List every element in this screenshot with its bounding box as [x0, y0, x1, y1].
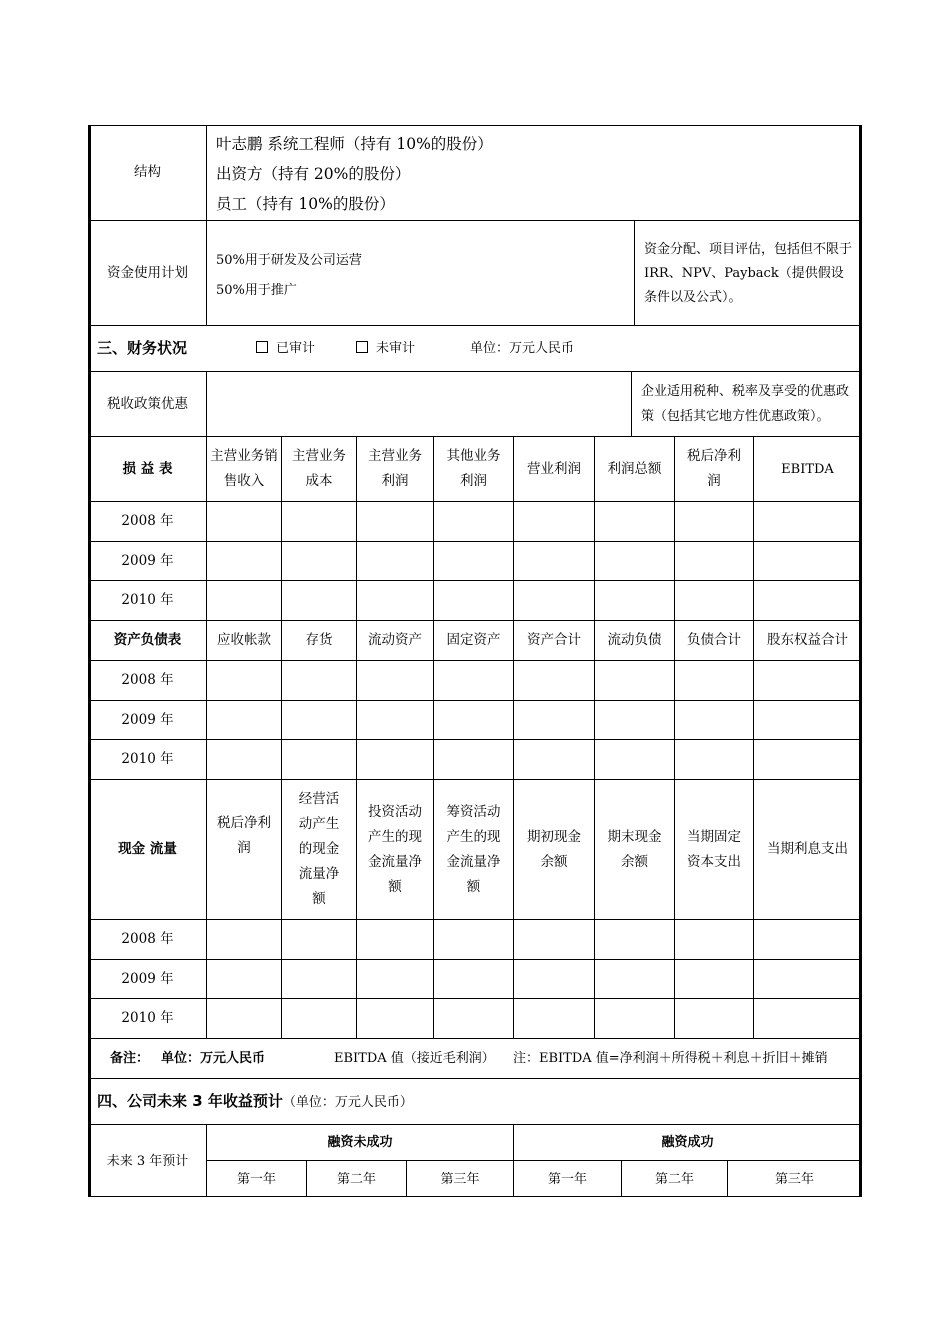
tax-note: 企业适用税种、税率及享受的优惠政策（包括其它地方性优惠政策）。 — [641, 384, 850, 424]
cashflow-header: 经营活动产生的现金流量净额 — [298, 791, 340, 907]
structure-line: 员工（持有 10%的股份） — [216, 195, 395, 213]
cashflow-header: 当期固定资本支出 — [687, 828, 741, 870]
col-divider — [206, 436, 207, 1038]
income-header: EBITDA — [781, 461, 834, 477]
section4-heading — [97, 1089, 413, 1115]
col-divider — [206, 371, 207, 436]
year-label: 2008 年 — [121, 513, 174, 529]
cashflow-header: 期初现金余额 — [527, 828, 581, 870]
income-header: 主营业务销售收入 — [210, 448, 278, 489]
forecast-year: 第二年 — [654, 1171, 694, 1187]
year-label: 2010 年 — [121, 1010, 174, 1026]
cashflow-header: 期末现金余额 — [607, 828, 662, 870]
row-divider — [88, 325, 862, 326]
unaudited-option[interactable]: 未审计 — [356, 336, 415, 361]
forecast-year: 第一年 — [547, 1171, 587, 1187]
col-divider — [674, 436, 675, 1038]
forecast-year: 第三年 — [774, 1171, 814, 1187]
unaudited-checkbox[interactable] — [356, 341, 368, 353]
forecast-year: 第二年 — [336, 1171, 376, 1187]
remark-unit: 单位：万元人民币 — [161, 1051, 266, 1066]
section4-unit: （单位：万元人民币） — [282, 1095, 413, 1110]
structure-label: 结构 — [134, 164, 161, 180]
balance-header: 应收帐款 — [217, 632, 271, 648]
cashflow-header: 投资活动产生的现金流量净额 — [368, 803, 422, 895]
col-divider — [433, 436, 434, 1038]
remark-note: 注：EBITDA 值=净利润＋所得税＋利息＋折旧＋摊销 — [513, 1051, 828, 1066]
remark-ebitda: EBITDA 值（接近毛利润） — [334, 1051, 495, 1066]
financing-success-header: 融资成功 — [661, 1135, 714, 1150]
income-title: 损 益 表 — [122, 460, 173, 477]
year-label: 2008 年 — [121, 931, 174, 947]
tax-label: 税收政策优惠 — [107, 395, 188, 412]
income-header: 主营业务成本 — [292, 448, 346, 489]
remark-label: 备注： — [110, 1051, 150, 1066]
col-divider — [594, 436, 595, 1038]
balance-header: 固定资产 — [446, 632, 501, 648]
forecast-year: 第三年 — [440, 1171, 480, 1187]
cashflow-header: 当期利息支出 — [767, 841, 848, 857]
balance-header: 存货 — [305, 632, 333, 648]
forecast-year: 第一年 — [236, 1171, 276, 1187]
col-divider — [634, 220, 635, 325]
forecast-label: 未来 3 年预计 — [106, 1153, 189, 1169]
col-divider — [631, 371, 632, 436]
fund-plan-item: 50%用于研发及公司运营 — [216, 253, 362, 268]
section3-unit: 单位：万元人民币 — [470, 341, 575, 356]
col-divider — [281, 436, 282, 1038]
balance-header: 流动负债 — [607, 632, 662, 648]
row-divider — [88, 1038, 862, 1039]
fund-plan-label: 资金使用计划 — [107, 264, 188, 281]
year-label: 2008 年 — [121, 672, 174, 688]
structure-line: 叶志鹏 系统工程师（持有 10%的股份） — [216, 135, 493, 153]
financing-failed-header: 融资未成功 — [327, 1135, 393, 1150]
year-label: 2009 年 — [121, 970, 174, 987]
structure-line: 出资方（持有 20%的股份） — [216, 165, 411, 183]
cashflow-header: 筹资活动产生的现金流量净额 — [446, 803, 501, 895]
col-divider — [356, 436, 357, 1038]
section3-title: 三、财务状况 — [97, 339, 188, 357]
col-divider — [513, 436, 514, 1038]
income-header: 利润总额 — [607, 460, 662, 477]
year-label: 2009 年 — [121, 552, 174, 569]
income-header: 主营业务利润 — [368, 448, 422, 489]
balance-header: 流动资产 — [368, 632, 422, 648]
year-label: 2010 年 — [121, 751, 174, 767]
income-header: 税后净利润 — [687, 448, 741, 489]
row-divider — [88, 1078, 862, 1079]
fund-plan-note: 资金分配、项目评估，包括但不限于 IRR、NPV、Payback（提供假设条件以及公式）。 — [644, 242, 853, 305]
cashflow-header: 税后净利润 — [217, 815, 271, 856]
fund-plan-item: 50%用于推广 — [216, 283, 297, 298]
balance-title: 资产负债表 — [113, 632, 182, 648]
col-divider — [753, 436, 754, 1038]
col-divider — [206, 125, 207, 325]
balance-header: 负债合计 — [687, 632, 741, 648]
balance-header: 股东权益合计 — [767, 632, 848, 648]
cashflow-title: 现金 流量 — [118, 841, 177, 857]
audited-option[interactable]: 已审计 — [256, 336, 315, 361]
year-label: 2010 年 — [121, 592, 174, 608]
income-header: 营业利润 — [527, 460, 581, 477]
balance-header: 资产合计 — [527, 632, 581, 648]
section4-title: 四、公司未来 3 年收益预计 — [97, 1092, 283, 1110]
year-label: 2009 年 — [121, 711, 174, 728]
audited-checkbox[interactable] — [256, 341, 268, 353]
income-header: 其他业务利润 — [446, 448, 501, 489]
